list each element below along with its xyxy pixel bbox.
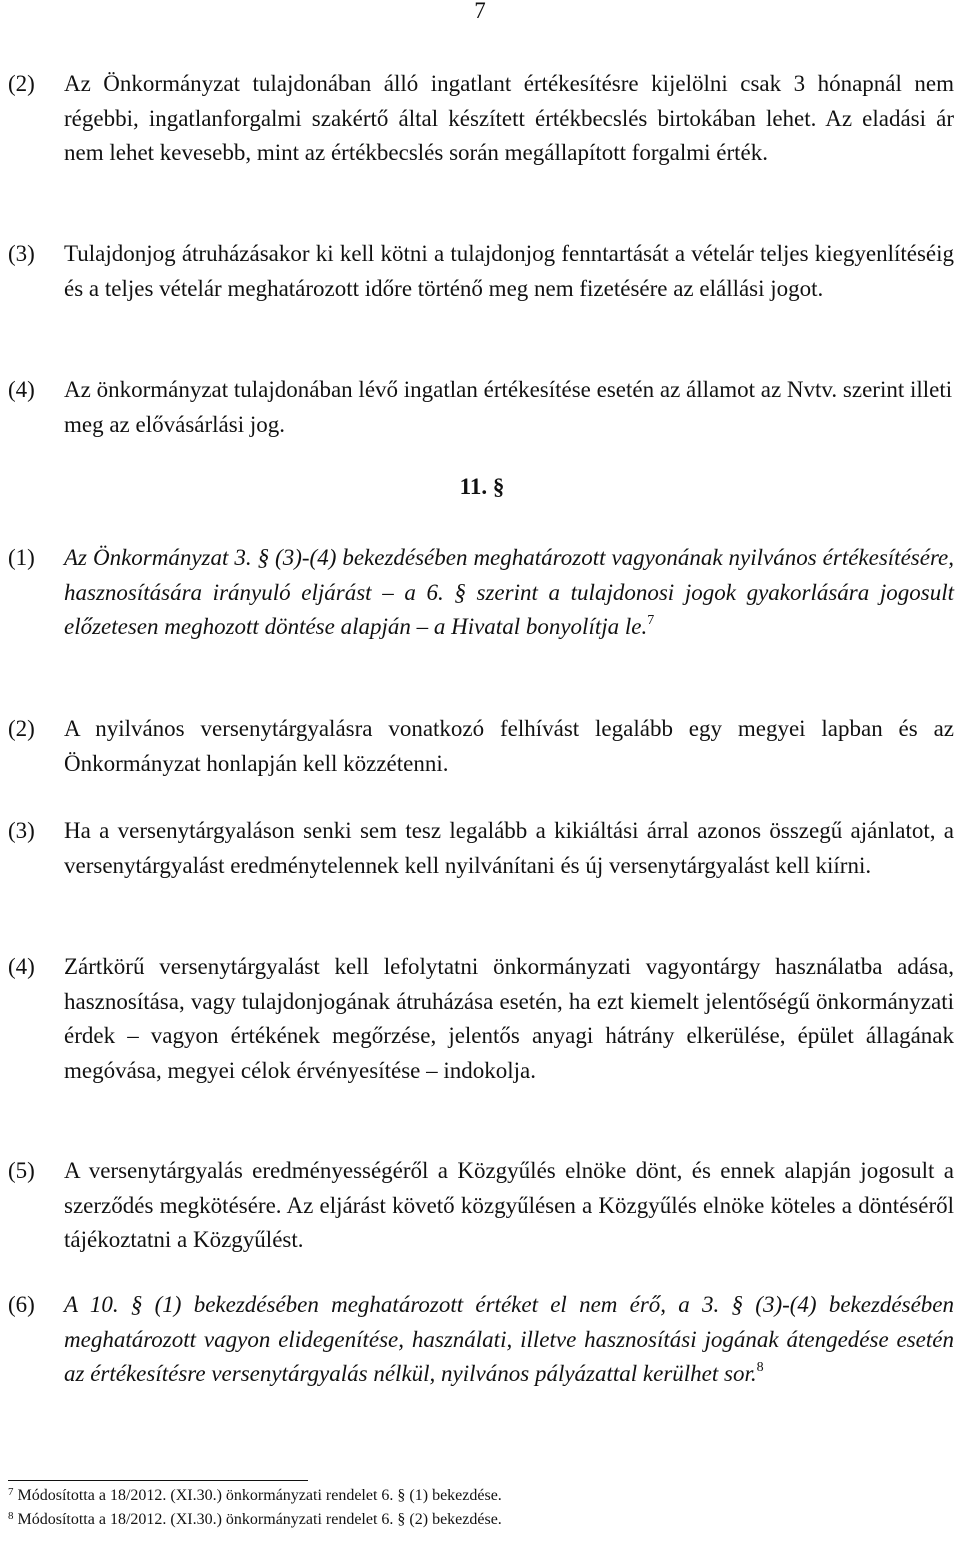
paragraph-number: (4) — [8, 377, 35, 402]
footnote-ref: 7 — [647, 613, 655, 628]
paragraph-text: Ha a versenytárgyaláson senki sem tesz legalább a kikiáltási árral azonos összegű ajánlatot, a versenytárgyalást eredménytelennek kell nyilvánítani és új versenytárgyalást kell kiírni. — [64, 818, 954, 878]
footnote-number: 8 — [8, 1510, 14, 1522]
paragraph-number: (2) — [8, 716, 35, 741]
paragraph-number: (2) — [8, 71, 35, 96]
paragraph-text: A nyilvános versenytárgyalásra vonatkozó felhívást legalább egy megyei lapban és az Önkormányzat honlapján kell közzétenni. — [64, 716, 954, 776]
section-paragraph-5 — [0, 1154, 960, 1258]
paragraph-text: A versenytárgyalás eredményességéről a Közgyűlés elnöke dönt, és ennek alapján jogosult a szerződés megkötésére. Az eljárást követő közgyűlésen a Közgyűlés elnöke köteles a döntéséről tájékoztatni a Közgyűlést. — [64, 1158, 954, 1252]
section-paragraph-1 — [0, 541, 960, 645]
section-paragraph-2 — [0, 712, 960, 781]
paragraph-text: A 10. § (1) bekezdésében meghatározott értéket el nem érő, a 3. § (3)-(4) bekezdésében meghatározott vagyon elidegenítése, használati, illetve hasznosítási jogának átengedése esetén az értékesítésre versenytárgyalás nélkül, nyilvános pályázattal kerülhet sor. — [64, 1292, 954, 1386]
paragraph-text: Az Önkormányzat tulajdonában álló ingatlant értékesítésre kijelölni csak 3 hónapnál nem régebbi, ingatlanforgalmi szakértő által készített értékbecslés birtokában lehet. Az eladási ár nem lehet kevesebb, mint az értékbecslés során megállapított forgalmi érték. — [64, 71, 954, 165]
section-paragraph-3 — [0, 814, 960, 883]
paragraph-number: (1) — [8, 545, 35, 570]
footnote-text: Módosította a 18/2012. (XI.30.) önkormányzati rendelet 6. § (1) bekezdése. — [17, 1487, 502, 1504]
paragraph-number: (3) — [8, 241, 35, 266]
footnote-7 — [8, 1486, 502, 1506]
paragraph-number: (4) — [8, 954, 35, 979]
paragraph-number: (3) — [8, 818, 35, 843]
paragraph-3 — [0, 237, 960, 306]
footnote-text: Módosította a 18/2012. (XI.30.) önkormányzati rendelet 6. § (2) bekezdése. — [17, 1511, 502, 1528]
paragraph-text: Az Önkormányzat 3. § (3)-(4) bekezdésében meghatározott vagyonának nyilvános értékesítésére, hasznosítására irányuló eljárást – a 6. § szerint a tulajdonosi jogok gyakorlására jogosult előzetesen meghozott döntése alapján – a Hivatal bonyolítja le. — [64, 545, 954, 639]
paragraph-2 — [0, 67, 960, 171]
paragraph-text: Tulajdonjog átruházásakor ki kell kötni a tulajdonjog fenntartását a vételár teljes kiegyenlítéséig és a teljes vételár meghatározott időre történő meg nem fizetésére az elállási jogot. — [64, 241, 954, 301]
paragraph-text: Zártkörű versenytárgyalást kell lefolytatni önkormányzati vagyontárgy használatba adása, hasznosítása, vagy tulajdonjogának átruházása esetén, ha ezt kiemelt jelentőségű önkormányzati érdek – vagyon értékének megőrzése, jelentős anyagi hátrány elkerülése, épület állagának megóvása, megyei célok érvényesítése – indokolja. — [64, 954, 954, 1083]
footnote-ref: 8 — [756, 1360, 764, 1375]
footnote-number: 7 — [8, 1486, 14, 1498]
page-number: 7 — [474, 0, 486, 23]
footnote-separator — [8, 1480, 308, 1481]
section-paragraph-4 — [0, 950, 960, 1088]
paragraph-number: (6) — [8, 1292, 35, 1317]
section-paragraph-6 — [0, 1288, 960, 1392]
paragraph-number: (5) — [8, 1158, 35, 1183]
paragraph-text: Az önkormányzat tulajdonában lévő ingatlan értékesítése esetén az államot az Nvtv. szerint illeti meg az elővásárlási jog. — [64, 377, 953, 437]
footnote-8 — [8, 1510, 502, 1530]
paragraph-4 — [0, 373, 960, 442]
section-heading: 11. § — [459, 474, 505, 499]
